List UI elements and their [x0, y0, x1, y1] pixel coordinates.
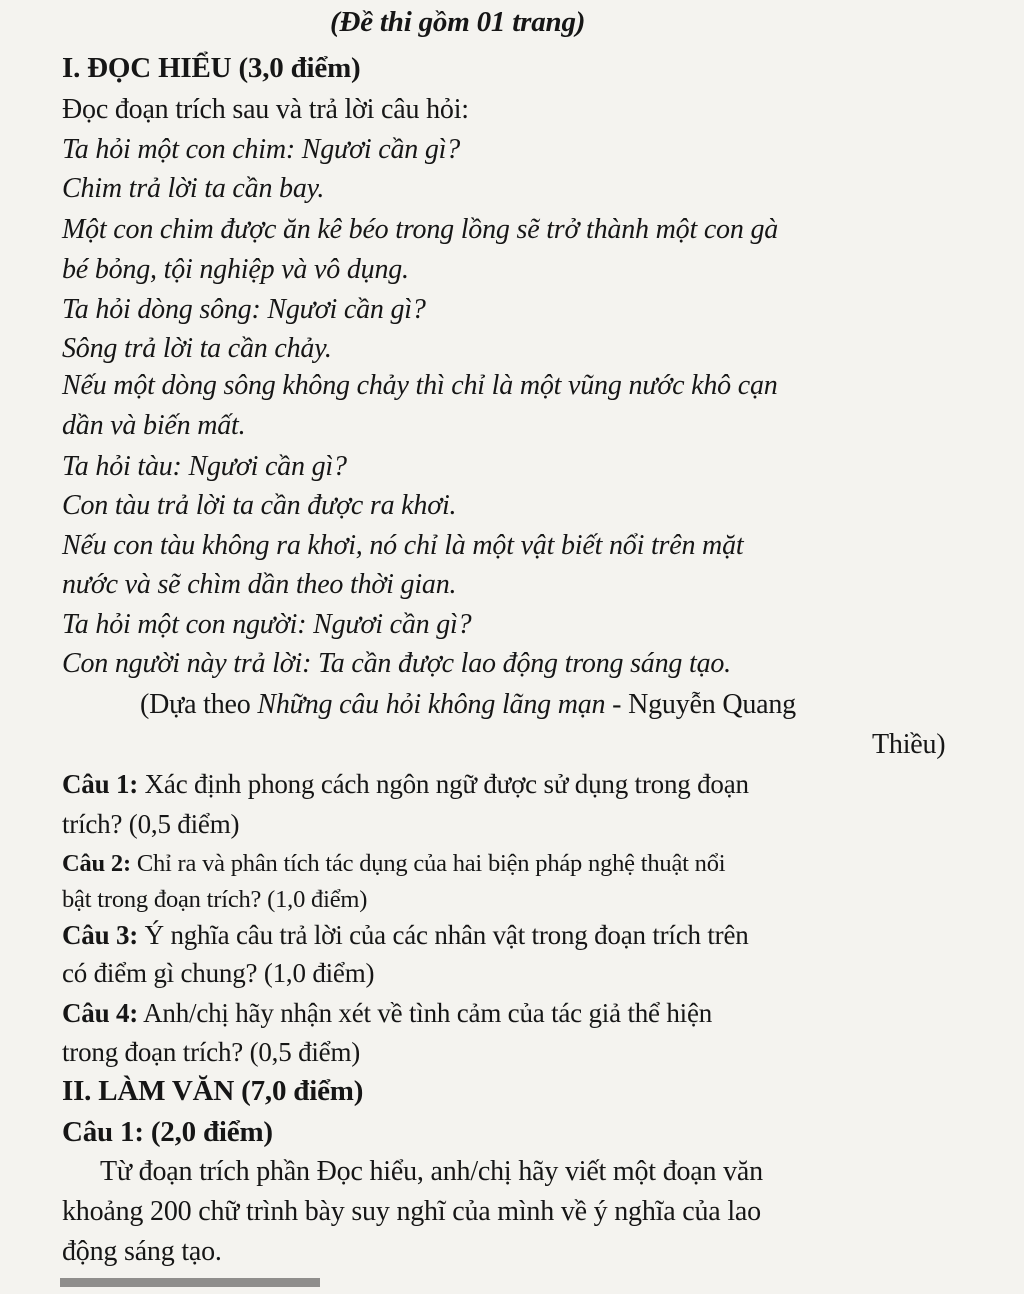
excerpt-line: dần và biến mất.	[62, 410, 246, 441]
question-3	[62, 917, 749, 953]
question-4	[62, 995, 712, 1031]
question-text: Chỉ ra và phân tích tác dụng của hai biện pháp nghệ thuật nổi	[130, 850, 726, 877]
section-1-title: I. ĐỌC HIỂU (3,0 điểm)	[62, 52, 361, 84]
pages-note: (Đề thi gồm 01 trang)	[330, 6, 586, 38]
essay-question-1-text: khoảng 200 chữ trình bày suy nghĩ của mình về ý nghĩa của lao	[62, 1196, 761, 1227]
question-text: Anh/chị hãy nhận xét về tình cảm của tác giả thể hiện	[138, 998, 713, 1028]
question-text-cont: có điểm gì chung? (1,0 điểm)	[62, 958, 375, 988]
essay-question-1-text: Từ đoạn trích phần Đọc hiểu, anh/chị hãy viết một đoạn văn	[100, 1156, 763, 1187]
source-citation	[140, 687, 796, 723]
excerpt-line: nước và sẽ chìm dần theo thời gian.	[62, 569, 457, 600]
section-2-title: II. LÀM VĂN (7,0 điểm)	[62, 1075, 364, 1107]
excerpt-line: Ta hỏi một con chim: Ngươi cần gì?	[62, 134, 461, 165]
source-author: - Nguyễn Quang	[605, 689, 796, 720]
essay-question-1-text: động sáng tạo.	[62, 1236, 222, 1267]
source-citation-line2: Thiều)	[872, 729, 946, 760]
source-work-title: Những câu hỏi không lãng mạn	[257, 689, 606, 720]
question-label: Câu 1:	[62, 769, 139, 799]
question-text: Xác định phong cách ngôn ngữ được sử dụng trong đoạn	[138, 769, 749, 799]
source-prefix: (Dựa theo	[140, 689, 258, 720]
question-text: Ý nghĩa câu trả lời của các nhân vật trong đoạn trích trên	[138, 920, 749, 950]
question-2	[62, 846, 725, 882]
question-text-cont: trong đoạn trích? (0,5 điểm)	[62, 1037, 361, 1067]
excerpt-line: Ta hỏi tàu: Ngươi cần gì?	[62, 451, 347, 482]
question-label: Câu 3:	[62, 920, 139, 950]
excerpt-line: Nếu một dòng sông không chảy thì chỉ là một vũng nước khô cạn	[62, 370, 778, 401]
excerpt-line: bé bỏng, tội nghiệp và vô dụng.	[62, 254, 409, 285]
essay-question-1-title: Câu 1: (2,0 điểm)	[62, 1116, 273, 1148]
excerpt-line: Sông trả lời ta cần chảy.	[62, 333, 332, 364]
excerpt-line: Nếu con tàu không ra khơi, nó chỉ là một vật biết nổi trên mặt	[62, 530, 744, 561]
question-text-cont: bật trong đoạn trích? (1,0 điểm)	[62, 886, 368, 913]
question-label: Câu 2:	[62, 850, 131, 877]
question-label: Câu 4:	[62, 998, 139, 1028]
instruction: Đọc đoạn trích sau và trả lời câu hỏi:	[62, 94, 469, 125]
excerpt-line: Một con chim được ăn kê béo trong lồng sẽ trở thành một con gà	[62, 214, 779, 245]
cut-off-text-bottom	[60, 1274, 360, 1294]
question-1	[62, 766, 749, 802]
excerpt-line: Con người này trả lời: Ta cần được lao động trong sáng tạo.	[62, 648, 731, 679]
excerpt-line: Ta hỏi một con người: Ngươi cần gì?	[62, 609, 472, 640]
question-text-cont: trích? (0,5 điểm)	[62, 809, 240, 839]
excerpt-line: Chim trả lời ta cần bay.	[62, 173, 325, 204]
excerpt-line: Con tàu trả lời ta cần được ra khơi.	[62, 490, 457, 521]
excerpt-line: Ta hỏi dòng sông: Ngươi cần gì?	[62, 294, 426, 325]
